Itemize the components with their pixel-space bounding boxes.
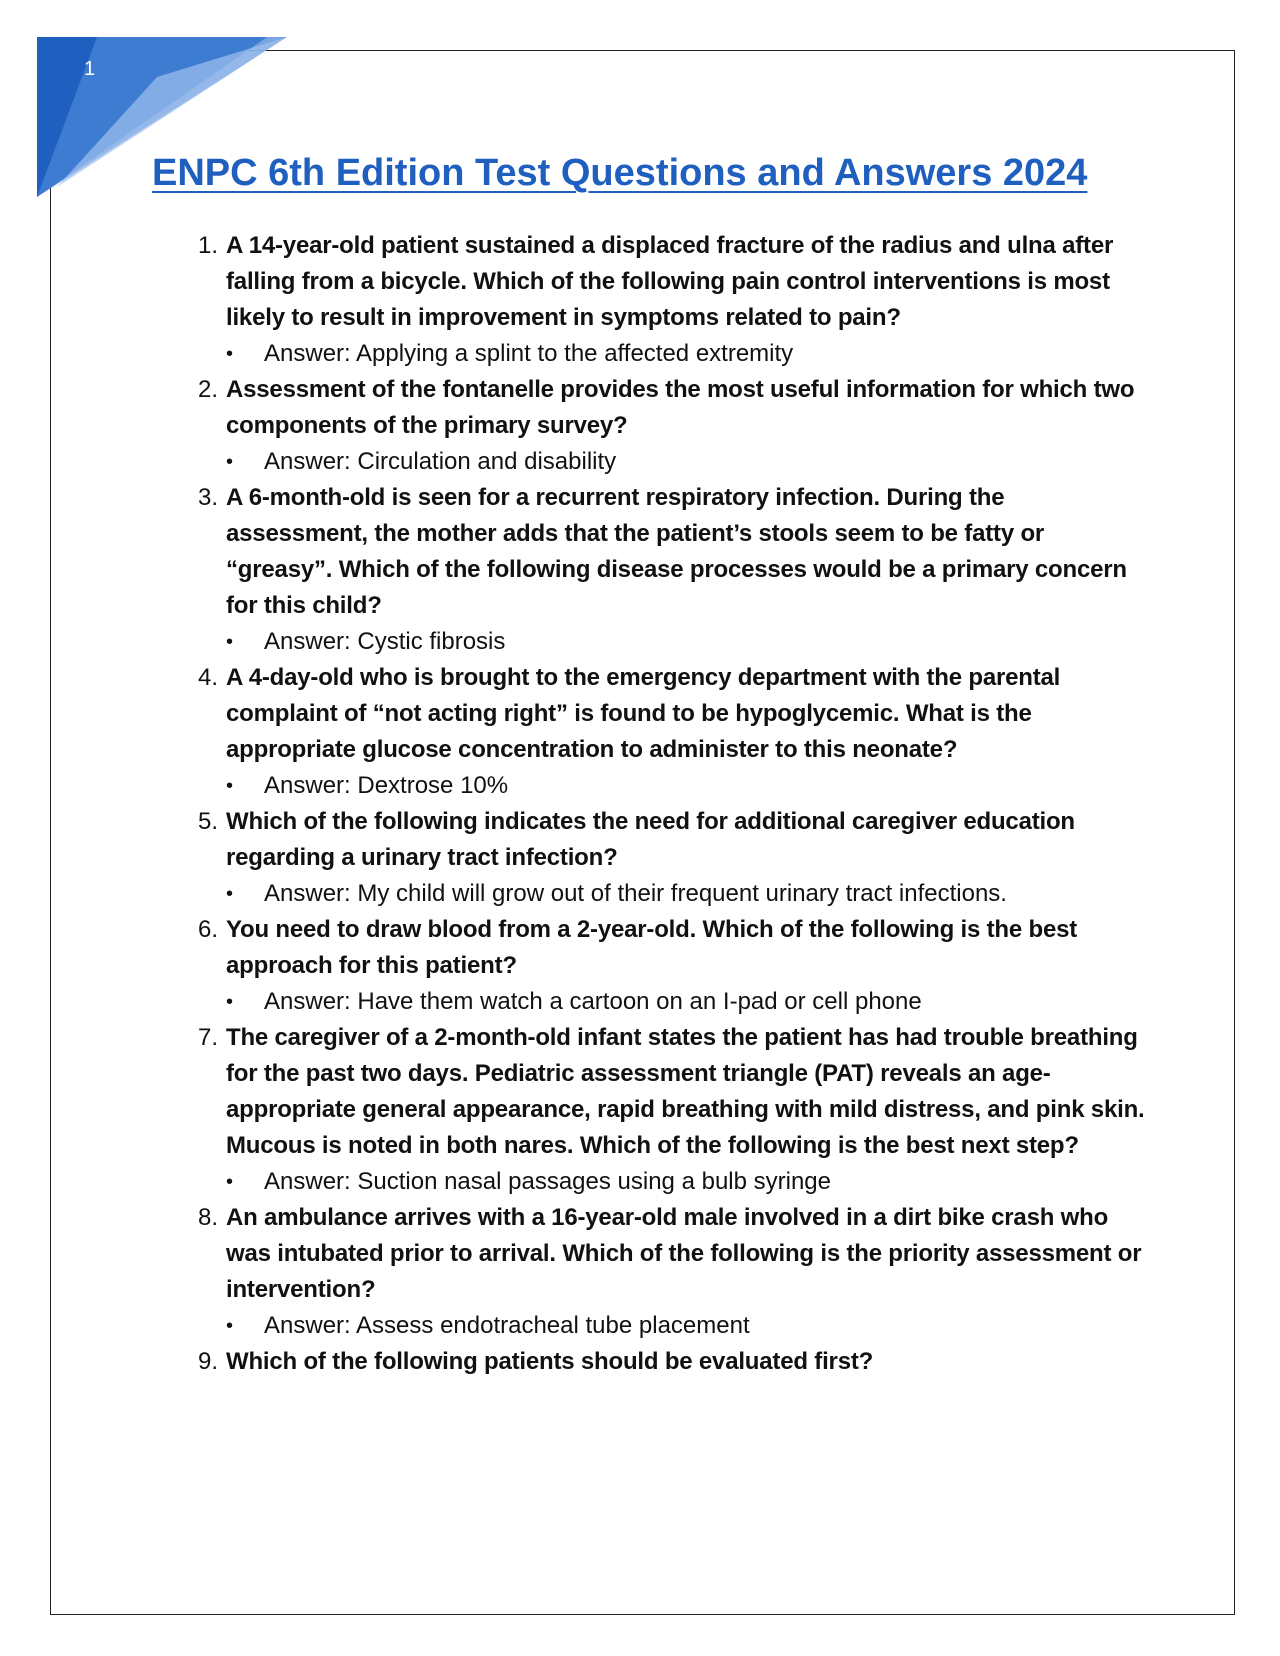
question-number: 9.	[197, 1348, 218, 1375]
question-number: 6.	[197, 916, 218, 943]
question-text: Assessment of the fontanelle provides the most useful information for which two components of the primary survey?	[226, 376, 1135, 439]
question-text: A 6-month-old is seen for a recurrent respiratory infection. During the assessment, the mother adds that the patient’s stools seem to be fatty or “greasy”. Which of the following disease processes would be a primary concern for this child?	[226, 484, 1127, 619]
question-item	[197, 372, 1146, 480]
answer-line	[226, 984, 1146, 1020]
question-item	[197, 480, 1146, 660]
answer-line	[226, 336, 1146, 372]
answer-line	[226, 876, 1146, 912]
page-title: ENPC 6th Edition Test Questions and Answers 2024	[152, 152, 1088, 194]
bullet-icon: •	[226, 883, 234, 905]
answer-line	[226, 444, 1146, 480]
question-text: A 14-year-old patient sustained a displaced fracture of the radius and ulna after falling from a bicycle. Which of the following pain control interventions is most likely to result in improvement in symptoms related to pain?	[226, 232, 1114, 331]
answer-text: Answer: Applying a splint to the affected extremity	[264, 340, 794, 367]
question-number: 4.	[197, 664, 218, 691]
bullet-icon: •	[226, 451, 234, 473]
answer-line	[226, 624, 1146, 660]
question-number: 7.	[197, 1024, 218, 1051]
question-item	[197, 912, 1146, 1020]
answer-text: Answer: Dextrose 10%	[264, 772, 509, 799]
page-number: 1	[84, 58, 96, 80]
bullet-icon: •	[226, 1171, 234, 1193]
question-text: A 4-day-old who is brought to the emergency department with the parental complaint of “not acting right” is found to be hypoglycemic. What is the appropriate glucose concentration to administer to this neonate?	[226, 664, 1061, 763]
answer-line	[226, 768, 1146, 804]
question-number: 2.	[197, 376, 218, 403]
question-number: 5.	[197, 808, 218, 835]
answer-text: Answer: Assess endotracheal tube placement	[264, 1312, 750, 1339]
question-number: 1.	[197, 232, 218, 259]
answer-line	[226, 1308, 1146, 1344]
question-text: An ambulance arrives with a 16-year-old male involved in a dirt bike crash who was intubated prior to arrival. Which of the following is the priority assessment or intervention?	[226, 1204, 1142, 1303]
question-item	[197, 228, 1146, 372]
question-text: You need to draw blood from a 2-year-old. Which of the following is the best approach for this patient?	[226, 916, 1078, 979]
bullet-icon: •	[226, 775, 234, 797]
question-number: 3.	[197, 484, 218, 511]
answer-text: Answer: My child will grow out of their frequent urinary tract infections.	[264, 880, 1007, 907]
bullet-icon: •	[226, 991, 234, 1013]
question-text: The caregiver of a 2-month-old infant states the patient has had trouble breathing for the past two days. Pediatric assessment triangle (PAT) reveals an age-appropriate general appearance, rapid breathing with mild distress, and pink skin. Mucous is noted in both nares. Which of the following is the best next step?	[226, 1024, 1145, 1159]
question-text: Which of the following indicates the need for additional caregiver education regarding a urinary tract infection?	[226, 808, 1075, 871]
answer-text: Answer: Circulation and disability	[264, 448, 617, 475]
question-item	[197, 804, 1146, 912]
question-number: 8.	[197, 1204, 218, 1231]
answer-text: Answer: Suction nasal passages using a bulb syringe	[264, 1168, 831, 1195]
question-text: Which of the following patients should be evaluated first?	[226, 1348, 874, 1375]
bullet-icon: •	[226, 343, 234, 365]
question-item	[197, 1344, 1146, 1380]
answer-line	[226, 1164, 1146, 1200]
question-item	[197, 1020, 1146, 1200]
bullet-icon: •	[226, 631, 234, 653]
question-item	[197, 660, 1146, 804]
question-item	[197, 1200, 1146, 1344]
question-list	[197, 228, 1146, 1380]
answer-text: Answer: Cystic fibrosis	[264, 628, 506, 655]
answer-text: Answer: Have them watch a cartoon on an I-pad or cell phone	[264, 988, 922, 1015]
bullet-icon: •	[226, 1315, 234, 1337]
